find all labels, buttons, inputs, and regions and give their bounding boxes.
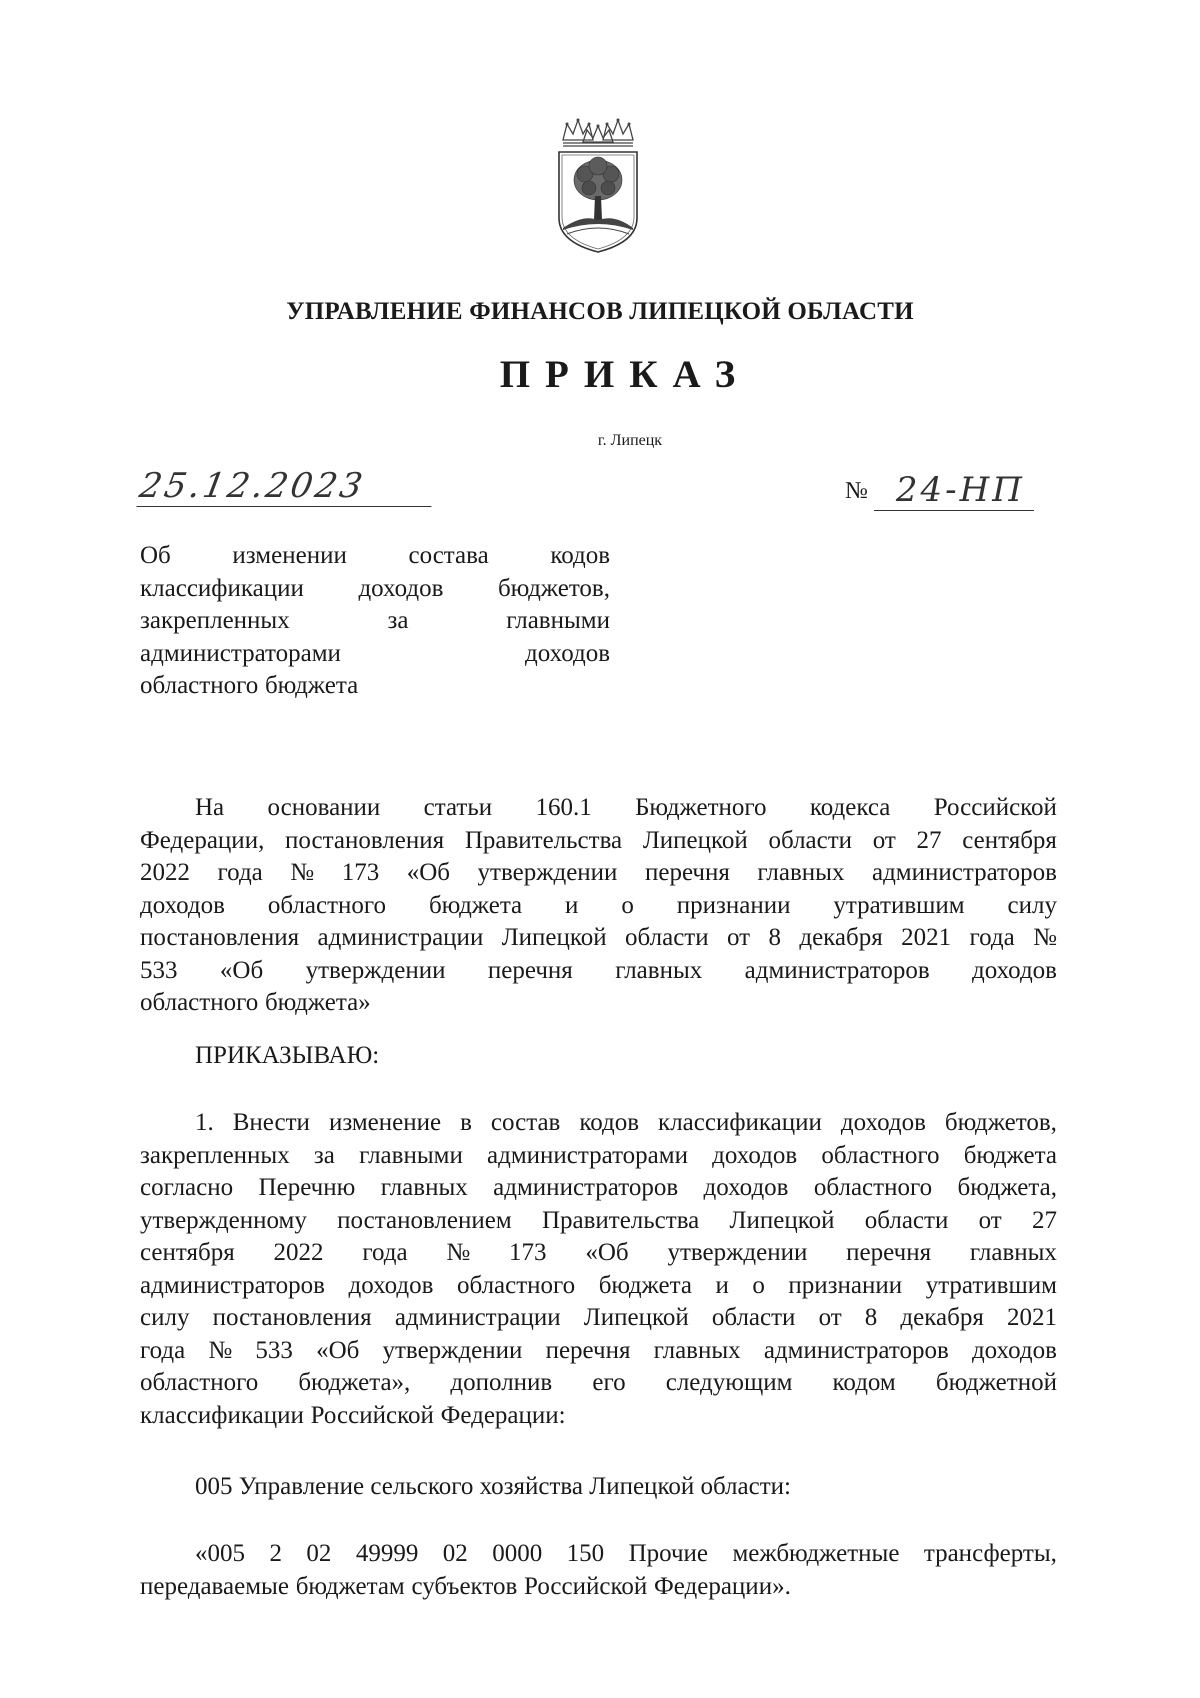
item-line: силу постановления администрации Липецкой области от 8 декабря 2021 [140,1304,1057,1331]
item-line: администраторов доходов областного бюджета и о признании утратившим [140,1271,1057,1299]
preamble-line: 533 «Об утверждении перечня главных администраторов доходов [140,956,1057,984]
subject-line: Об изменении состава кодов [140,542,610,569]
item-line: областного бюджета», дополнив его следующим кодом бюджетной [140,1369,1057,1396]
preamble-line: 2022 года № 173 «Об утверждении перечня главных администраторов [140,859,1057,886]
item-line: согласно Перечню главных администраторов доходов областного бюджета, [140,1174,1057,1201]
document-number-field [845,470,1034,510]
item-line: 1. Внести изменение в состав кодов классификации доходов бюджетов, [195,1109,1057,1136]
number-sign: № [845,478,868,504]
preamble-line: постановления администрации Липецкой области от 8 декабря 2021 года № [140,924,1057,951]
document-subject [140,540,610,703]
code-entry-line: передаваемые бюджетам субъектов Российской Федерации». [140,1572,791,1600]
code-entry-line: «005 2 02 49999 02 0000 150 Прочие межбюджетные трансферты, [195,1540,1057,1567]
administrator-line: 005 Управление сельского хозяйства Липецкой области: [195,1473,791,1500]
preamble-line: областного бюджета» [140,989,371,1016]
handwritten-number: 24-НП [874,470,1034,511]
handwritten-date: 25.12.2023 [136,466,438,507]
preamble-line: доходов областного бюджета и о признании утратившим силу [140,891,1057,919]
code-entry-paragraph [140,1538,1057,1603]
order-word: ПРИКАЗЫВАЮ: [195,1042,380,1069]
preamble-line: На основании статьи 160.1 Бюджетного кодекса Российской [195,794,1057,821]
city-label: г. Липецк [597,432,663,449]
item-line: закрепленных за главными администраторами доходов областного бюджета [140,1141,1057,1169]
subject-line: областного бюджета [140,672,359,699]
subject-line: закрепленных за главными [140,607,610,634]
document-type-title: ПРИКАЗ [499,353,751,396]
subject-line: классификации доходов бюджетов, [140,574,610,602]
item-line: утвержденному постановлением Правительства Липецкой области от 27 [140,1206,1057,1234]
coat-of-arms-icon [553,118,643,256]
subject-line: администраторами доходов [140,639,610,667]
item-line: года № 533 «Об утверждении перечня главных администраторов доходов [140,1336,1057,1364]
item-1-paragraph [140,1107,1057,1432]
preamble-line: Федерации, постановления Правительства Липецкой области от 27 сентября [140,826,1057,854]
organization-name: УПРАВЛЕНИЕ ФИНАНСОВ ЛИПЕЦКОЙ ОБЛАСТИ [286,298,914,325]
preamble-paragraph [140,792,1057,1020]
item-line: классификации Российской Федерации: [140,1401,566,1429]
item-line: сентября 2022 года № 173 «Об утверждении перечня главных [140,1239,1057,1266]
